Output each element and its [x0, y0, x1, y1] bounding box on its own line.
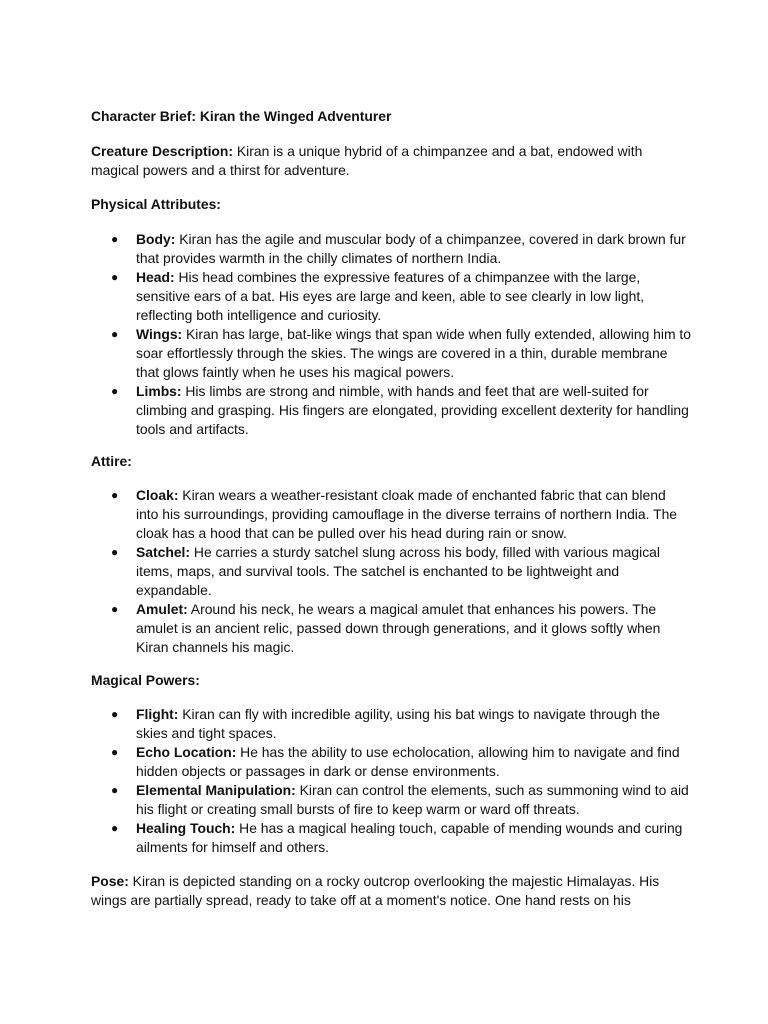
item-label: Amulet: — [136, 601, 188, 617]
attire-heading: Attire: — [91, 453, 132, 469]
item-text: Kiran can control the elements, such as summoning wind to aid his flight or creating small bursts of fire to keep warm or ward off threats. — [136, 782, 689, 817]
magical-powers-list — [91, 705, 691, 857]
list-item — [91, 268, 691, 325]
item-label: Cloak: — [136, 487, 179, 503]
pose-text: Kiran is depicted standing on a rocky outcrop overlooking the majestic Himalayas. His wings are partially spread, ready to take off at a moment's notice. One hand rests on his — [91, 873, 660, 908]
item-label: Body: — [136, 231, 176, 247]
item-text: Kiran has large, bat-like wings that span wide when fully extended, allowing him to soar effortlessly through the skies. The wings are covered in a thin, durable membrane that glows faintly when he uses his magical powers. — [136, 326, 692, 380]
bullet-icon: ● — [111, 232, 119, 246]
list-item — [91, 781, 691, 819]
list-item — [91, 325, 691, 382]
item-text: He carries a sturdy satchel slung across his body, filled with various magical items, maps, and survival tools. The satchel is enchanted to be lightweight and expandable. — [136, 544, 660, 598]
bullet-icon: ● — [111, 327, 119, 341]
creature-description-text: Kiran is a unique hybrid of a chimpanzee and a bat, endowed with magical powers and a thirst for adventure. — [91, 143, 643, 178]
physical-attributes-list — [91, 230, 691, 439]
attire-list — [91, 486, 691, 657]
item-label: Limbs: — [136, 383, 182, 399]
item-text: He has a magical healing touch, capable of mending wounds and curing ailments for himself and others. — [136, 820, 683, 855]
list-item — [91, 543, 691, 600]
bullet-icon: ● — [111, 488, 119, 502]
item-label: Echo Location: — [136, 744, 237, 760]
bullet-icon: ● — [111, 745, 119, 759]
magical-powers-heading: Magical Powers: — [91, 672, 200, 688]
pose-paragraph — [91, 872, 681, 910]
item-text: His limbs are strong and nimble, with hands and feet that are well-suited for climbing and grasping. His fingers are elongated, providing excellent dexterity for handling tools and artifacts. — [136, 383, 689, 437]
item-text: He has the ability to use echolocation, allowing him to navigate and find hidden objects or passages in dark or dense environments. — [136, 744, 680, 779]
bullet-icon: ● — [111, 545, 119, 559]
bullet-icon: ● — [111, 384, 119, 398]
item-text: Kiran has the agile and muscular body of a chimpanzee, covered in dark brown fur that provides warmth in the chilly climates of northern India. — [136, 231, 686, 266]
creature-description — [91, 142, 681, 180]
creature-description-label: Creature Description: — [91, 143, 234, 159]
item-text: Around his neck, he wears a magical amulet that enhances his powers. The amulet is an ancient relic, passed down through generations, and it glows softly when Kiran channels his magic. — [136, 601, 661, 655]
item-label: Healing Touch: — [136, 820, 236, 836]
item-label: Satchel: — [136, 544, 191, 560]
item-text: Kiran can fly with incredible agility, using his bat wings to navigate through the skies and tight spaces. — [136, 706, 660, 741]
bullet-icon: ● — [111, 707, 119, 721]
list-item — [91, 743, 691, 781]
item-text: His head combines the expressive features of a chimpanzee with the large, sensitive ears of a bat. His eyes are large and keen, able to see clearly in low light, reflecting both intelligence and curiosity. — [136, 269, 645, 323]
list-item — [91, 600, 691, 657]
list-item — [91, 819, 691, 857]
list-item — [91, 230, 691, 268]
list-item — [91, 705, 691, 743]
bullet-icon: ● — [111, 270, 119, 284]
list-item — [91, 382, 691, 439]
document-title: Character Brief: Kiran the Winged Adventurer — [91, 108, 392, 124]
physical-attributes-heading: Physical Attributes: — [91, 196, 221, 212]
item-label: Head: — [136, 269, 175, 285]
list-item — [91, 486, 691, 543]
pose-label: Pose: — [91, 873, 129, 889]
item-text: Kiran wears a weather-resistant cloak made of enchanted fabric that can blend into his surroundings, providing camouflage in the diverse terrains of northern India. The cloak has a hood that can be pulled over his head during rain or snow. — [136, 487, 678, 541]
bullet-icon: ● — [111, 821, 119, 835]
bullet-icon: ● — [111, 602, 119, 616]
item-label: Wings: — [136, 326, 183, 342]
item-label: Flight: — [136, 706, 179, 722]
bullet-icon: ● — [111, 783, 119, 797]
item-label: Elemental Manipulation: — [136, 782, 296, 798]
